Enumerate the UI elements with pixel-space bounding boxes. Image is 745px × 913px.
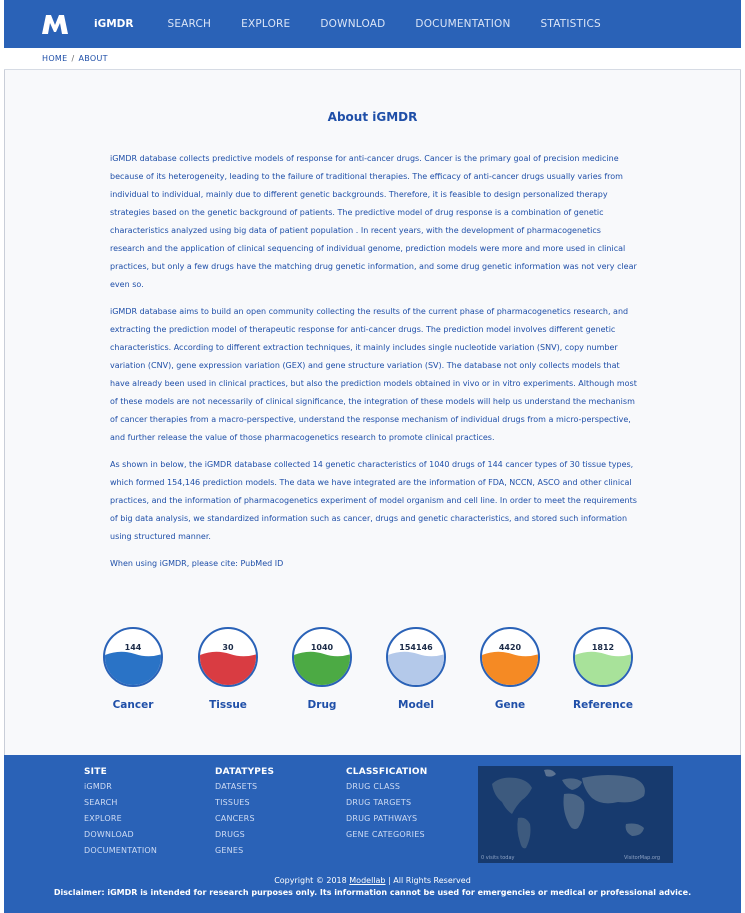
footer-link-cancers[interactable]: CANCERS (215, 814, 255, 823)
footer-link-tissues[interactable]: TISSUES (215, 798, 250, 807)
footer-heading-site: SITE (84, 767, 107, 777)
stat-value: 1812 (591, 643, 615, 652)
footer-link-drug-targets[interactable]: DRUG TARGETS (346, 798, 412, 807)
modellab-link[interactable]: Modellab (349, 876, 386, 885)
map-credit-text: VisitorMap.org (624, 855, 661, 861)
footer-link-explore[interactable]: EXPLORE (84, 814, 122, 823)
nav-documentation[interactable]: DOCUMENTATION (415, 18, 511, 30)
footer-heading-datatypes: DATATYPES (215, 767, 275, 777)
stat-label: Tissue (209, 699, 247, 711)
about-content (110, 150, 638, 582)
igmdr-logo-icon[interactable] (40, 12, 70, 36)
stat-value: 1040 (310, 643, 334, 652)
nav-download[interactable]: DOWNLOAD (320, 18, 386, 30)
footer-link-drug-pathways[interactable]: DRUG PATHWAYS (346, 814, 418, 823)
wave-fill-icon (294, 629, 352, 687)
footer-link-download[interactable]: DOWNLOAD (84, 830, 134, 839)
breadcrumb (4, 48, 741, 70)
wave-fill-icon (482, 629, 540, 687)
citation-note: When using iGMDR, please cite: PubMed ID (110, 559, 284, 568)
stat-cancer[interactable] (98, 627, 168, 711)
footer-link-gene-categories[interactable]: GENE CATEGORIES (346, 830, 425, 839)
stat-value: 154146 (399, 643, 433, 652)
stat-bubble (386, 627, 446, 687)
stat-drug[interactable] (287, 627, 357, 711)
stat-model[interactable] (381, 627, 451, 711)
wave-fill-icon (105, 629, 163, 687)
stat-label: Model (398, 699, 434, 711)
footer-datatypes-column (215, 767, 274, 859)
stat-gene[interactable] (475, 627, 545, 711)
breadcrumb-separator: / (71, 54, 75, 63)
footer-link-igmdr[interactable]: iGMDR (84, 782, 113, 791)
stats-row (98, 627, 658, 723)
stat-bubble (198, 627, 258, 687)
footer-link-datasets[interactable]: DATASETS (215, 782, 258, 791)
stat-value: 30 (222, 643, 234, 652)
nav-search[interactable]: SEARCH (167, 18, 212, 30)
wave-fill-icon (388, 629, 446, 687)
stat-tissue[interactable] (193, 627, 263, 711)
world-map-icon (478, 766, 673, 863)
nav-statistics[interactable]: STATISTICS (540, 18, 601, 30)
stat-bubble (573, 627, 633, 687)
footer-site-column (84, 767, 157, 859)
footer-link-drug-class[interactable]: DRUG CLASS (346, 782, 401, 791)
stat-bubble (103, 627, 163, 687)
nav-explore[interactable]: EXPLORE (241, 18, 291, 30)
visitor-map[interactable] (478, 766, 673, 863)
stat-value: 144 (124, 643, 142, 652)
stat-label: Reference (572, 699, 634, 711)
wave-fill-icon (575, 629, 633, 687)
disclaimer: Disclaimer: iGMDR is intended for research purposes only. Its information cannot be used for emergencies or medical or professional advice. (53, 888, 692, 897)
stat-value: 4420 (498, 643, 522, 652)
stat-label: Gene (494, 699, 526, 711)
nav-brand[interactable]: iGMDR (94, 18, 134, 30)
footer-link-genes[interactable]: GENES (215, 846, 244, 855)
about-paragraph-3: As shown in below, the iGMDR database collected 14 genetic characteristics of 1040 drugs of 144 cancer types of 30 tissue types, which formed 154,146 prediction models. The data we have integrated are the information of FDA, NCCN, ASCO and other clinical practices, and the information of pharmacogenetics experiment of model organism and cell line. In order to meet the requirements of big data analysis, we standardized information such as cancer, drugs and genetic characteristics, and stored such information using structured manner. (110, 460, 637, 541)
footer-link-documentation[interactable]: DOCUMENTATION (84, 846, 158, 855)
copyright-prefix: Copyright © 2018 (274, 876, 350, 885)
stat-reference[interactable] (568, 627, 638, 711)
breadcrumb-home[interactable]: HOME (42, 54, 68, 63)
footer-link-drugs[interactable]: DRUGS (215, 830, 245, 839)
stat-label: Cancer (112, 699, 154, 711)
map-visits-text: 0 visits today (481, 855, 515, 861)
footer-heading-classification: CLASSFICATION (346, 767, 428, 777)
wave-fill-icon (200, 629, 258, 687)
breadcrumb-current: ABOUT (78, 54, 108, 63)
top-navbar (4, 0, 741, 48)
copyright (4, 876, 741, 885)
footer-link-search[interactable]: SEARCH (84, 798, 118, 807)
stat-bubble (292, 627, 352, 687)
copyright-suffix: | All Rights Reserved (385, 876, 471, 885)
stat-label: Drug (307, 699, 337, 711)
page-title: About iGMDR (327, 110, 418, 124)
stat-bubble (480, 627, 540, 687)
about-paragraph-1: iGMDR database collects predictive models of response for anti-cancer drugs. Cancer is the primary goal of precision medicine because of its heterogeneity, leading to the failure of traditional therapies. The efficacy of anti-cancer drugs usually varies from individual to individual, mainly due to different genetic backgrounds. Therefore, it is feasible to design personalized therapy strategies based on the genetic background of patients. The predictive model of drug response is a combination of genetic characteristics analyzed using big data of patient population . In recent years, with the development of pharmacogenetics research and the application of clinical sequencing of individual genome, prediction models were more and more used in clinical practices, but only a few drugs have the matching drug genetic information, and some drug genetic information was not very clear even so. (110, 154, 637, 289)
footer (4, 755, 741, 913)
footer-classification-column (346, 767, 428, 843)
about-paragraph-2: iGMDR database aims to build an open community collecting the results of the current phase of pharmacogenetics research, and extracting the prediction model of therapeutic response for anti-cancer drugs. The prediction model involves different genetic characteristics. According to different extraction techniques, it mainly includes single nucleotide variation (SNV), copy number variation (CNV), gene expression variation (GEX) and gene structure variation (SV). The database not only collects models that have already been used in clinical practices, but also the prediction models obtained in vivo or in vitro experiments. Although most of these models are not necessarily of clinical significance, the integration of these models will help us understand the mechanism of cancer therapies from a macro-perspective, understand the response mechanism of individual drugs from a micro-perspective, and further release the value of those pharmacogenetics research to promote clinical practices. (110, 307, 637, 442)
